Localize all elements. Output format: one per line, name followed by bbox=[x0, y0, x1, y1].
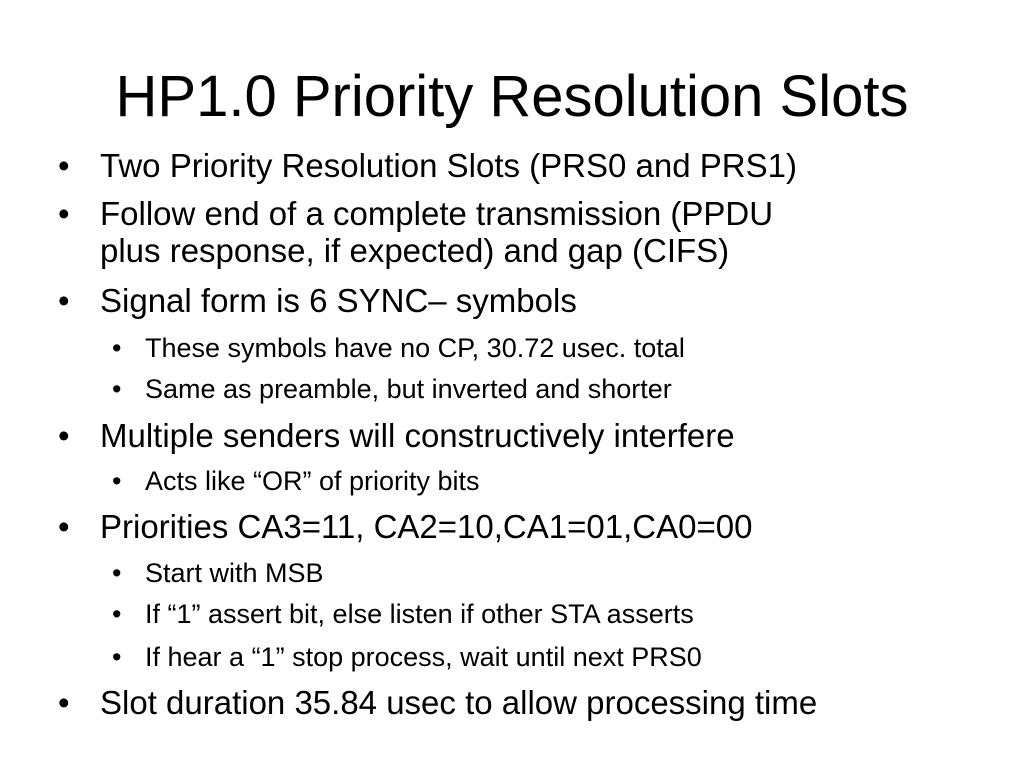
bullet-marker: • bbox=[112, 642, 122, 672]
bullet-text: Slot duration 35.84 usec to allow processing time bbox=[100, 684, 818, 721]
bullet-text: Signal form is 6 SYNC– symbols bbox=[100, 282, 577, 319]
bullet-marker: • bbox=[58, 147, 70, 184]
bullet-marker: • bbox=[112, 333, 122, 363]
bullet-marker: • bbox=[112, 599, 122, 629]
bullet-marker: • bbox=[112, 466, 122, 496]
sub-bullet-text: Start with MSB bbox=[145, 558, 324, 588]
sub-bullet-text: These symbols have no CP, 30.72 usec. total bbox=[145, 333, 685, 363]
slide-title: HP1.0 Priority Resolution Slots bbox=[115, 64, 909, 129]
bullet-marker: • bbox=[58, 417, 70, 454]
bullet-marker: • bbox=[112, 374, 122, 404]
bullet-marker: • bbox=[58, 282, 70, 319]
bullet-text: Follow end of a complete transmission (PPDU bbox=[100, 195, 774, 232]
bullet-text: Two Priority Resolution Slots (PRS0 and PRS1) bbox=[100, 147, 797, 184]
bullet-text: Multiple senders will constructively interfere bbox=[100, 417, 735, 454]
sub-bullet-text: If “1” assert bit, else listen if other STA asserts bbox=[145, 599, 694, 629]
sub-bullet-text: Acts like “OR” of priority bits bbox=[145, 466, 480, 496]
bullet-marker: • bbox=[112, 558, 122, 588]
bullet-text: Priorities CA3=11, CA2=10,CA1=01,CA0=00 bbox=[100, 508, 753, 545]
bullet-marker: • bbox=[58, 508, 70, 545]
sub-bullet-text: If hear a “1” stop process, wait until next PRS0 bbox=[145, 642, 702, 672]
bullet-text-continuation: plus response, if expected) and gap (CIFS) bbox=[100, 232, 730, 269]
bullet-marker: • bbox=[58, 684, 70, 721]
bullet-marker: • bbox=[58, 195, 70, 232]
sub-bullet-text: Same as preamble, but inverted and shorter bbox=[145, 374, 672, 404]
